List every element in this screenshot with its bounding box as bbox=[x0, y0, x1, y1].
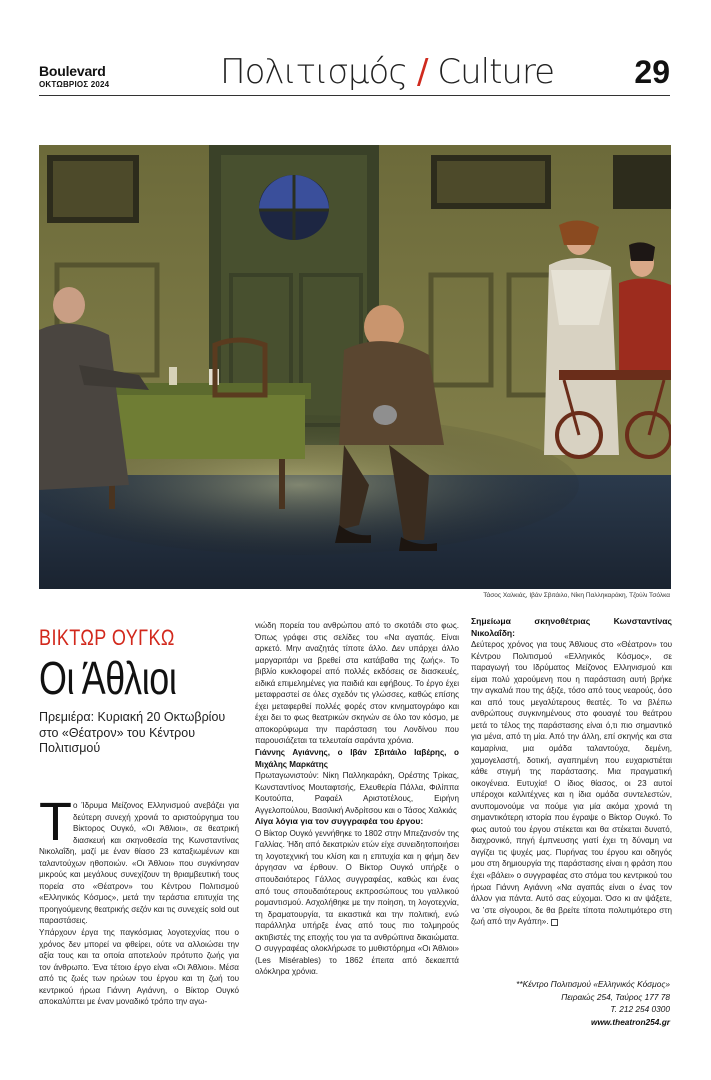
cast-label: Πρωταγωνιστούν: bbox=[255, 771, 319, 781]
intro-paragraph: ο Ίδρυμα Μείζονος Ελληνισμού ανεβάζει για δεύτερη συνεχή χρονιά το αριστούργημα του Βίκτορος Ουγκό, «Οι Άθλιοι», σε θεατρική διασκευή και σκηνοθεσία της Κωνσταντίνας Νικολαΐδη, μαζί με έναν θίασο 23 καταξιωμένων και ταλαντούχων ηθοποιών. «Οι Άθλιοι» που συγκίνησαν μικρούς και μεγάλους συνεχίζουν τη θριαμβευτική τους πορεία στο «Θέατρον» του Κέντρου Πολιτισμού «Ελληνικός Κόσμος», μετά την τεράστια επιτυχία της προηγούμενης θεατρικής σεζόν και τις συνεχείς sold out παραστάσεις. bbox=[39, 801, 239, 926]
header-divider bbox=[39, 95, 670, 96]
body-paragraph: Υπάρχουν έργα της παγκόσμιας λογοτεχνίας που ο χρόνος δεν μπορεί να φθείρει, ούτε να αλλοιώσει την αξία τους και τα οποία αποτελούν πρότυπο ζωής για τον άνθρωπο. Ένα τέτοιο έργο είναι «Οι Άθλιοι». Μέσα από τις ζωές των ηρώων του έργου και τη ζωή του κεντρικού ήρωα Γιάννη Αγιάννη, ο Βίκτορ Ουγκό αποκαλύπτει με έναν μοναδικό τρόπο την αγω- bbox=[39, 928, 239, 1007]
photo-caption: Τάσος Χαλκιάς, Ιβάν Σβιτάιλο, Νίκη Παλληκαράκη, Τζούλι Τσόλκα bbox=[483, 592, 670, 599]
venue-name: **Κέντρο Πολιτισμού «Ελληνικός Κόσμος» bbox=[516, 979, 670, 989]
author-paragraph: Ο Βίκτορ Ουγκό γεννήθηκε το 1802 στην Μπεζανσόν της Γαλλίας. Ήδη από δεκατριών ετών είχε συνειδητοποιήσει τη λογοτεχνική του κλίση και η επιτυχία και η φήμη δεν άργησαν να έρθουν. Ο Βίκτορ Ουγκό υπήρξε ο σπουδαιότερος Γάλλος συγγραφέας, καθώς και ένας από τους σπουδαιότερους εκπροσώπους του γαλλικού ρομαντισμού. Ασχολήθηκε με την ποίηση, τη λογοτεχνία, τη δραματουργία, τα εικαστικά και την πολιτική, ενώ παράλληλα υπήρξε ένας από τους πιο τολμηρούς ακτιβιστές της εποχής του για τα ανθρώπινα δικαιώματα. Ο συγγραφέας ολοκλήρωσε το μυθιστόρημα «Οι Άθλιοι» (Les Misérables) το 1862 έπειτα από δεκαεπτά ολόκληρα χρόνια. bbox=[255, 828, 459, 977]
section-title bbox=[220, 52, 555, 92]
section-title-english: Culture bbox=[437, 52, 555, 92]
director-note-heading: Σημείωμα σκηνοθέτριας Κωνσταντίνας Νικολαΐδη: bbox=[471, 616, 672, 638]
issue-date: ΟΚΤΩΒΡΙΟΣ 2024 bbox=[39, 80, 110, 89]
venue-contact-box bbox=[516, 978, 670, 1028]
stage-photo-illustration bbox=[39, 145, 671, 589]
article-column-1 bbox=[39, 792, 239, 1008]
venue-website-link[interactable]: www.theatron254.gr bbox=[591, 1016, 670, 1027]
end-mark-icon bbox=[551, 919, 558, 926]
article-standfirst: Πρεμιέρα: Κυριακή 20 Οκτωβρίου στο «Θέατρον» του Κέντρου Πολιτισμού bbox=[39, 710, 226, 755]
venue-phone: Τ. 212 254 0300 bbox=[610, 1004, 670, 1014]
drop-cap: Τ bbox=[39, 792, 72, 852]
article-column-2 bbox=[255, 620, 459, 978]
section-title-separator: / bbox=[417, 52, 428, 92]
venue-address: Πειραιώς 254, Ταύρος 177 78 bbox=[561, 991, 670, 1002]
page-number: 29 bbox=[634, 54, 670, 90]
cast-list bbox=[255, 770, 459, 816]
article-title: Οι Άθλιοι bbox=[39, 652, 177, 704]
cast-lead-roles: Γιάννης Αγιάννης, ο Ιβάν Σβιτάιλο Ιαβέρης, ο Μιχάλης Μαρκάτης bbox=[255, 748, 459, 769]
stage-photo bbox=[39, 145, 671, 589]
director-note-text: Δεύτερος χρόνος για τους Άθλιους στο «Θέατρον» του Κέντρου Πολιτισμού «Ελληνικός Κόσμος», σε παραγωγή του Ιδρύματος Μείζονος Ελληνισμού και είμαι πολύ χαρούμενη που η παράσταση αυτή βρήκε την αγκαλιά που της άξιζε, τόσο από τους νεαρούς, όσο και από τους μεγαλύτερους θεατές. Το να βλέπω ανθρώπους συγκινημένους στο φουαγιέ του θεάτρου μετά το τέλος της παράστασης είναι ό,τι πιο σημαντικό για μένα, από τη μία. Από την άλλη, επί σκηνής και στα καμαρίνια, μια ομάδα ταλαντούχα, δεμένη, χαμογελαστή, δοτική, αγαπημένη που ευχαριστιέται κάθε στιγμή της παράστασης. Μια πραγματική οικογένεια. Ευτυχία! Ο ίδιος θίασος, οι 23 αυτοί υπέροχοι καλλιτέχνες και η ίδια ομάδα συντελεστών, ανυπομονούμε να πούμε για μία ακόμα χρονιά τη σημαντικότερη ιστορία που έγραψε ο Βίκτορ Ουγκό. Το φως αυτού του έργου στέκεται και θα στέκεται δυνατό, διαχρονικό, πηγή έμπνευσης γιατί έχει τη δύναμη να αγγίζει τις ψυχές μας. Πυρήνας του έργου και οδηγός μου στη δημιουργία της παράστασης είναι η φράση που έχει «βάλει» ο συγγραφέας στο στόμα του κεντρικού του ήρωα Γιάννη Αγιάννη «Να αγαπάς είναι ο ένας τον άλλον για πάντα. Αυτό σας εύχομαι. Όσο κι αν ψάξετε, να ’στε σίγουροι, δε θα βρείτε τίποτα πολυτιμότερο στη ζωή από την Αγάπη». bbox=[471, 640, 672, 927]
brand-logo: Boulevard bbox=[39, 63, 106, 79]
author-heading: Λίγα λόγια για τον συγγραφέα του έργου: bbox=[255, 816, 424, 827]
body-paragraph-continued: νιώδη πορεία του ανθρώπου από το σκοτάδι στο φως. Όπως γράφει στις σελίδες του «Να αγαπάς. Είναι αρκετό. Μην αναζητάς τίποτε άλλο. Δεν υπάρχει άλλο μαργαριτάρι να βρεθεί στα κατάβαθα της ζωής». Το βιβλίο κυκλοφορεί από πολλές εκδόσεις σε διασκευές, ειδικά επιμελημένες για παιδιά και εφήβους. Το έργο έχει μεταφραστεί σε όλες σχεδόν τις γλώσσες, καθώς επίσης έχει μεταφερθεί πολλές φορές στον κινηματογράφο και έχει δει το φως θεατρικών σκηνών σε όλο τον κόσμο, με αποκορύφωμα την παράσταση του Λονδίνου που παρουσιάζεται τα τελευταία σαράντα χρόνια. bbox=[255, 621, 459, 746]
section-title-greek: Πολιτισμός bbox=[220, 52, 408, 92]
director-note-paragraph bbox=[471, 639, 672, 928]
cast-names: Νίκη Παλληκαράκη, Ορέστης Τρίκας, Κωνσταντίνος Μουταφτσής, Ελευθερία Πάλλα, Φιλίππα Κουτούπα, Ραφαέλ Αριστοτέλους, Ειρήνη Αγγελοπούλου, Βασιλική Ανδρίτσου και ο Τάσος Χαλκιάς bbox=[255, 771, 460, 815]
article-kicker: ΒΙΚΤΩΡ ΟΥΓΚΩ bbox=[39, 625, 175, 650]
article-column-3 bbox=[471, 616, 672, 928]
